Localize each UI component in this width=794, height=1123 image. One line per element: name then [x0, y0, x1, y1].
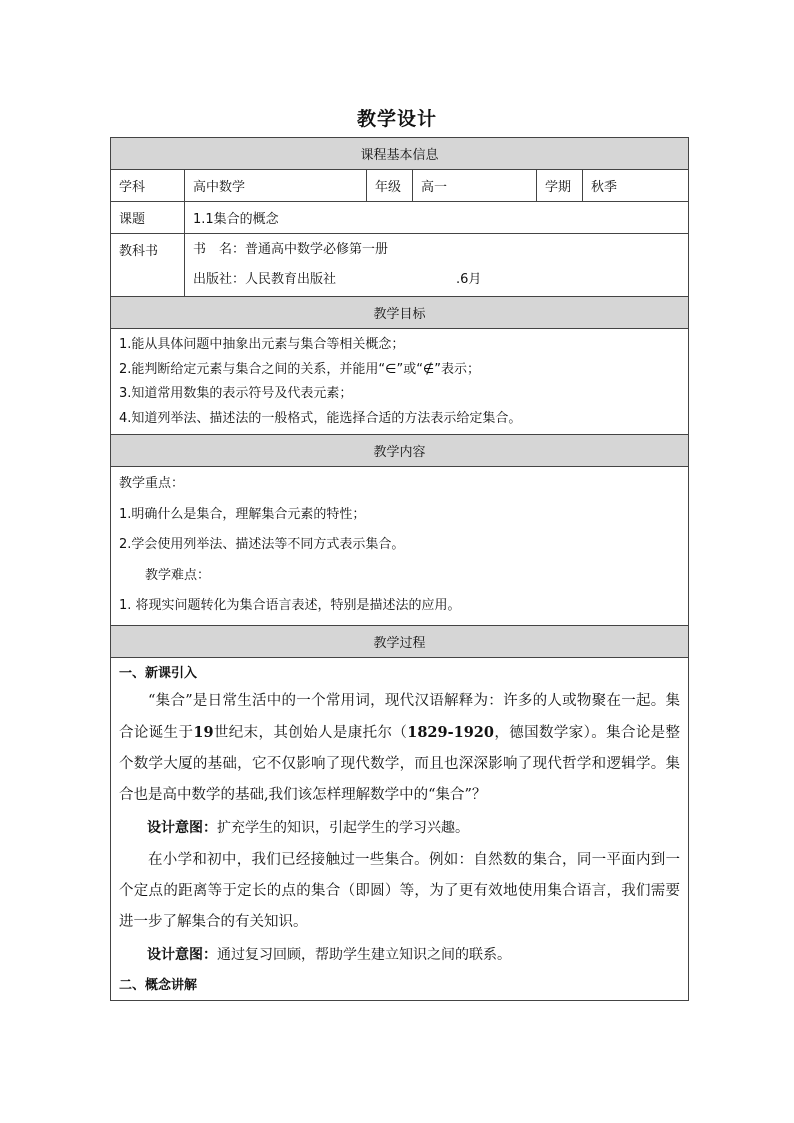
- basic-info-header: 课程基本信息: [111, 138, 689, 170]
- intro-text-e: ，德国数学家）。集合论是整个数学大厦的基础，它不仅影响了现代数学，而且也深深影响了现代哲学和逻辑学。集合也是高中数学的基础,我们该怎样理解数学中的“集合”？: [119, 724, 681, 803]
- publish-month: .6月: [456, 272, 482, 287]
- textbook-row: [111, 234, 689, 297]
- intro-text-century: 19: [193, 723, 214, 741]
- design-intent-2: [119, 938, 680, 972]
- design-intent-1-text: 扩充学生的知识，引起学生的学习兴趣。: [217, 819, 469, 836]
- textbook-name-line: 书 名：普通高中数学必修第一册: [193, 242, 389, 257]
- goal-item: 1.能从具体问题中抽象出元素与集合等相关概念；: [119, 337, 405, 352]
- design-intent-2-label: 设计意图：: [147, 946, 217, 963]
- key-point-item: 1.明确什么是集合，理解集合元素的特性；: [119, 506, 366, 522]
- textbook-label: 教科书: [111, 234, 185, 297]
- subject-label: 学科: [111, 170, 185, 202]
- section-2-title: 二、概念讲解: [119, 977, 198, 993]
- intro-paragraph: [119, 686, 680, 811]
- textbook-info: [185, 234, 689, 297]
- goals-header: 教学目标: [111, 297, 689, 329]
- topic-row: [111, 202, 689, 234]
- goal-item: 2.能判断给定元素与集合之间的关系，并能用“∈”或“∉”表示；: [119, 361, 480, 377]
- topic-value: 1.1集合的概念: [185, 202, 689, 234]
- goals-header-row: [111, 297, 689, 329]
- goals-list: [111, 329, 689, 435]
- intro-text-a: “集合”是日常生活中的一个常用词，现代汉语解释为：许多的人或物聚在一起。集合论诞生于: [119, 692, 681, 741]
- goal-item: 3.知道常用数集的表示符号及代表元素；: [119, 386, 353, 401]
- process-row: [111, 657, 689, 1000]
- publisher-text: 出版社：人民教育出版社: [193, 272, 337, 287]
- difficulty-label: 教学难点：: [145, 567, 211, 583]
- lesson-plan-table: [110, 137, 689, 1001]
- publisher-line: [193, 265, 680, 295]
- difficulty-item: 1. 将现实问题转化为集合语言表述，特别是描述法的应用。: [119, 598, 461, 613]
- design-intent-1-label: 设计意图：: [147, 819, 217, 836]
- process-block: [111, 657, 689, 1000]
- process-header-row: [111, 625, 689, 657]
- term-label: 学期: [537, 170, 583, 202]
- content-row: [111, 467, 689, 626]
- goal-item: 4.知道列举法、描述法的一般格式，能选择合适的方法表示给定集合。: [119, 410, 522, 426]
- key-point-item: 2.学会使用列举法、描述法等不同方式表示集合。: [119, 537, 405, 552]
- goals-row: [111, 329, 689, 435]
- review-paragraph: 在小学和初中，我们已经接触过一些集合。例如：自然数的集合，同一平面内到一个定点的距离等于定长的点的集合（即圆）等，为了更有效地使用集合语言，我们需要进一步了解集合的有关知识。: [119, 851, 681, 930]
- design-intent-1: [119, 811, 680, 845]
- key-points-label: 教学重点：: [119, 476, 185, 491]
- topic-label: 课题: [111, 202, 185, 234]
- intro-text-c: 世纪末，其创始人是康托尔（: [213, 724, 408, 741]
- grade-label: 年级: [367, 170, 413, 202]
- content-block: [111, 467, 689, 626]
- subject-value: 高中数学: [185, 170, 367, 202]
- content-header-row: [111, 435, 689, 467]
- document-title: 教学设计: [356, 108, 437, 130]
- section-1-title: 一、新课引入: [119, 665, 198, 681]
- content-header: 教学内容: [111, 435, 689, 467]
- process-header: 教学过程: [111, 625, 689, 657]
- basic-info-header-row: [111, 138, 689, 170]
- term-value: 秋季: [583, 170, 689, 202]
- subject-row: [111, 170, 689, 202]
- intro-text-years: 1829-1920: [407, 723, 494, 741]
- design-intent-2-text: 通过复习回顾，帮助学生建立知识之间的联系。: [217, 946, 511, 963]
- grade-value: 高一: [413, 170, 537, 202]
